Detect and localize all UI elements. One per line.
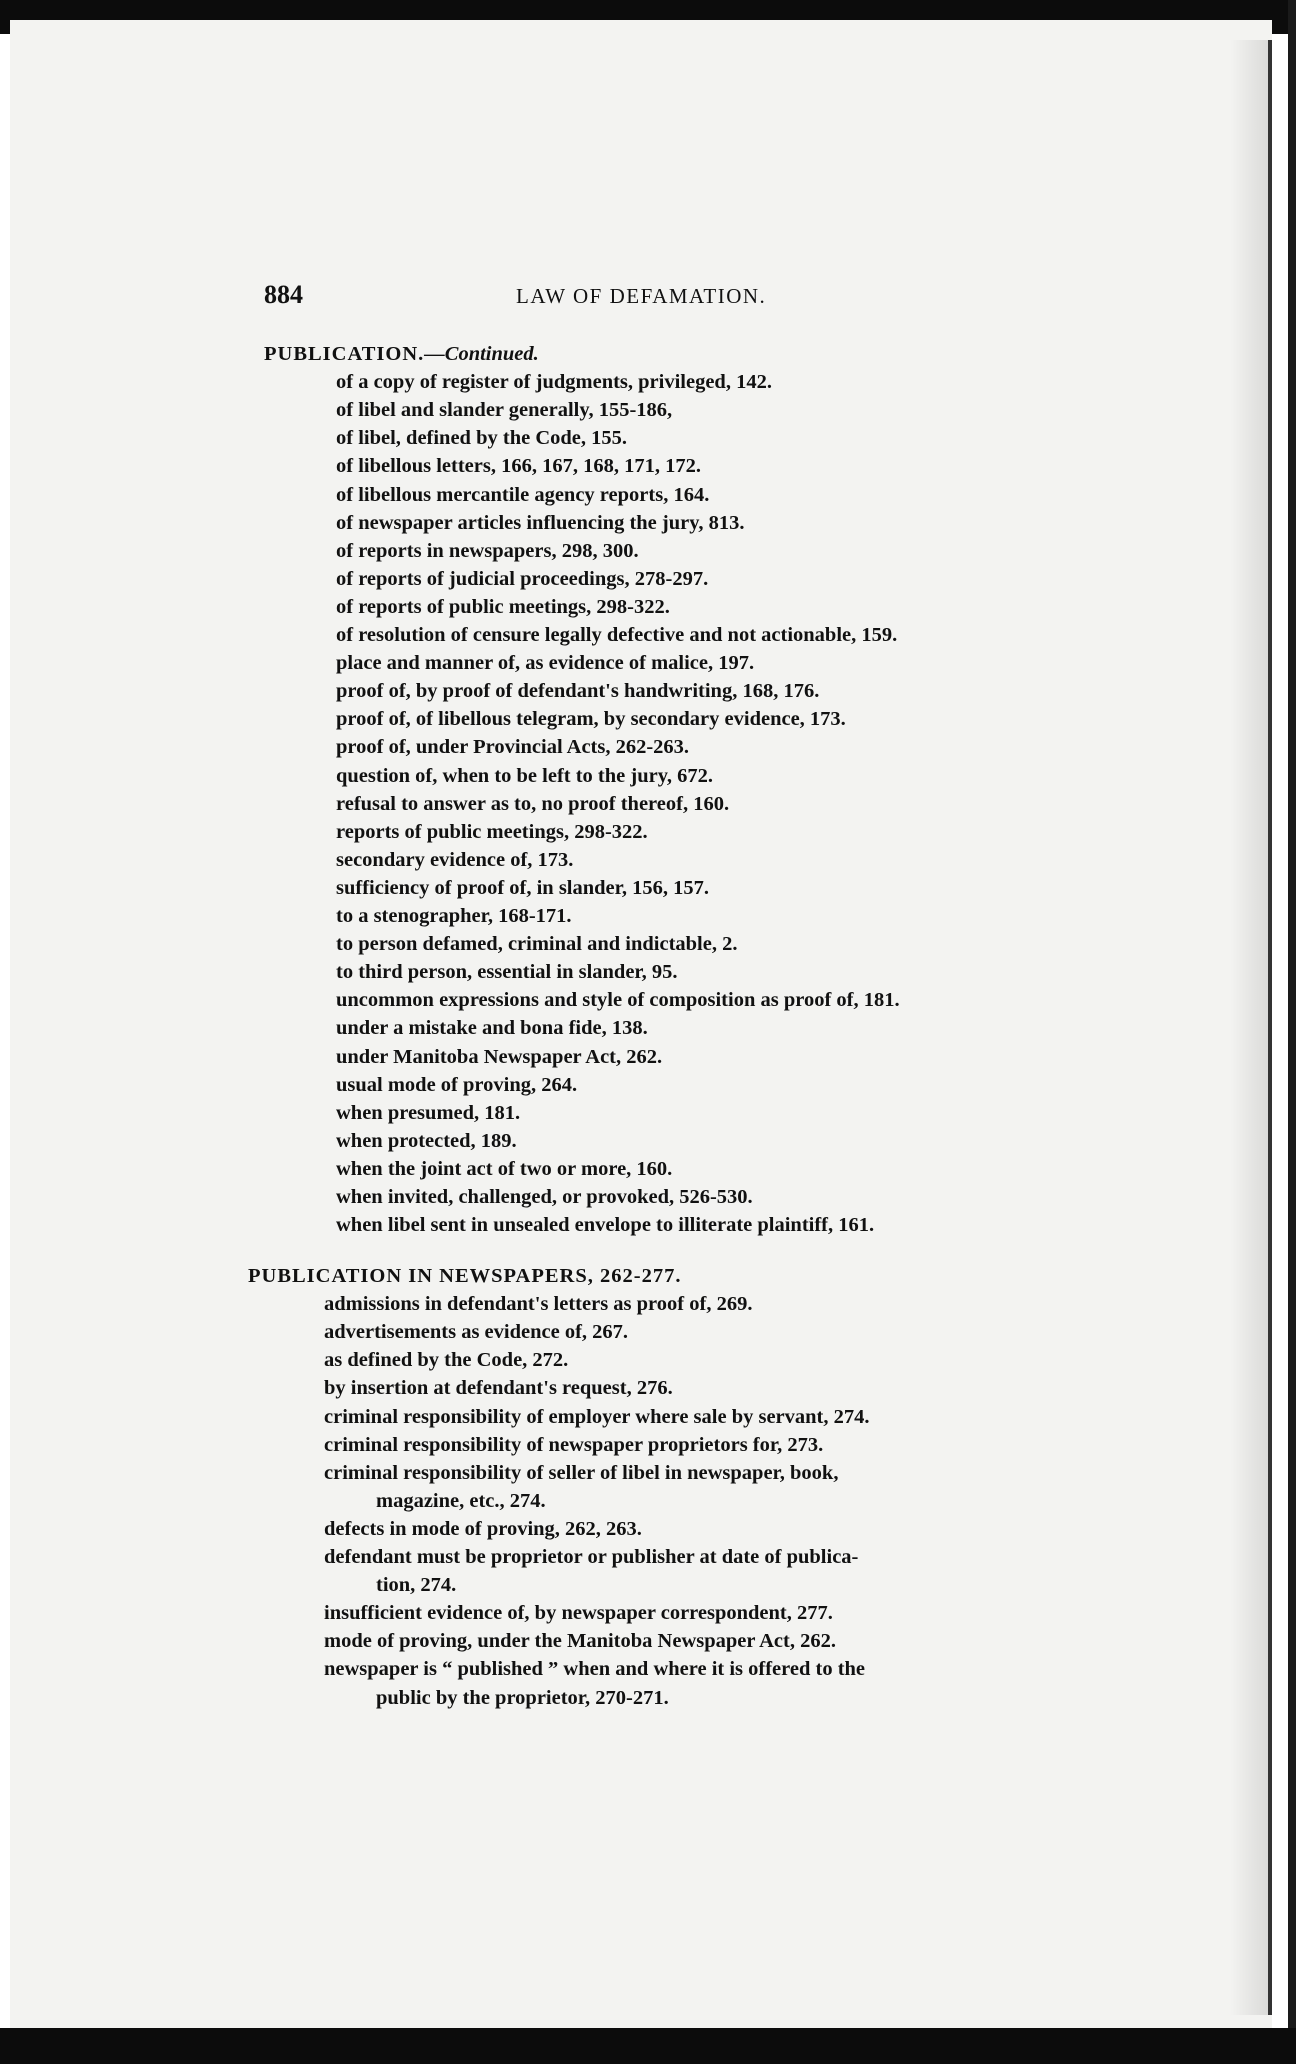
index-entry: secondary evidence of, 173. (336, 848, 574, 871)
running-head (264, 280, 1094, 320)
index-entry: criminal responsibility of employer where sale by servant, 274. (324, 1405, 870, 1428)
index-entry: of reports of public meetings, 298-322. (336, 595, 670, 618)
index-entry: reports of public meetings, 298-322. (336, 820, 648, 843)
section-heading-text: PUBLICATION. (264, 343, 425, 365)
index-entry: proof of, under Provincial Acts, 262-263. (336, 736, 690, 759)
index-entry: by insertion at defendant's request, 276. (324, 1377, 673, 1400)
section-heading-continued: —Continued. (424, 343, 539, 365)
index-entry: criminal responsibility of newspaper proprietors for, 273. (324, 1433, 824, 1456)
index-entry: to person defamed, criminal and indictable, 2. (336, 933, 738, 956)
index-entry: when protected, 189. (336, 1129, 517, 1152)
index-entry: of newspaper articles influencing the jury, 813. (336, 511, 745, 534)
index-entry: of libel, defined by the Code, 155. (336, 427, 627, 450)
index-entry: to a stenographer, 168-171. (336, 905, 572, 927)
index-entry: when presumed, 181. (336, 1101, 521, 1124)
index-entry: usual mode of proving, 264. (336, 1073, 578, 1096)
index-entry: of a copy of register of judgments, privileged, 142. (336, 371, 772, 394)
index-entry: defendant must be proprietor or publisher at date of publica- (324, 1546, 859, 1568)
index-entry: of libellous letters, 166, 167, 168, 171, 172. (336, 455, 701, 478)
index-entry: to third person, essential in slander, 95. (336, 961, 678, 984)
index-entry: of resolution of censure legally defective and not actionable, 159. (336, 624, 898, 646)
index-entry: newspaper is “ published ” when and where it is offered to the (324, 1658, 866, 1681)
index-entry: of libel and slander generally, 155-186, (336, 399, 673, 422)
index-entry: under a mistake and bona fide, 138. (336, 1017, 648, 1040)
page-edge (1268, 40, 1272, 2015)
index-entry: of libellous mercantile agency reports, 164. (336, 483, 710, 506)
index-entry: mode of proving, under the Manitoba Newspaper Act, 262. (324, 1630, 836, 1653)
index-entry-continuation: magazine, etc., 274. (376, 1489, 546, 1512)
index-entry: when invited, challenged, or provoked, 526-530. (336, 1186, 753, 1208)
index-entry: uncommon expressions and style of composition as proof of, 181. (336, 989, 900, 1012)
index-entry: when the joint act of two or more, 160. (336, 1157, 673, 1180)
index-entry: proof of, of libellous telegram, by secondary evidence, 173. (336, 708, 846, 731)
index-entry: criminal responsibility of seller of libel in newspaper, book, (324, 1461, 839, 1484)
index-entry: under Manitoba Newspaper Act, 262. (336, 1045, 663, 1068)
section-heading (264, 340, 539, 368)
index-entry-continuation: public by the proprietor, 270-271. (376, 1686, 669, 1709)
index-entry-continuation: tion, 274. (376, 1574, 457, 1597)
running-head-title: LAW OF DEFAMATION. (516, 284, 767, 308)
index-entry: proof of, by proof of defendant's handwriting, 168, 176. (336, 680, 820, 703)
index-entry: of reports in newspapers, 298, 300. (336, 539, 639, 562)
index-entry: refusal to answer as to, no proof thereof, 160. (336, 792, 730, 815)
index-entry: defects in mode of proving, 262, 263. (324, 1517, 642, 1540)
page-gutter-shadow (1230, 40, 1268, 2015)
index-entry: insufficient evidence of, by newspaper correspondent, 277. (324, 1602, 833, 1625)
scan-border-right (1288, 0, 1296, 2064)
index-entry: sufficiency of proof of, in slander, 156, 157. (336, 876, 709, 899)
index-entry: advertisements as evidence of, 267. (324, 1321, 629, 1344)
section-heading (248, 1262, 681, 1290)
section-heading-text: PUBLICATION IN NEWSPAPERS, 262-277. (248, 1265, 682, 1287)
index-entry: when libel sent in unsealed envelope to illiterate plaintiff, 161. (336, 1214, 875, 1237)
page-number: 884 (264, 280, 303, 309)
scan-border-bottom (0, 2028, 1296, 2064)
index-entry: question of, when to be left to the jury, 672. (336, 764, 713, 787)
index-entry: of reports of judicial proceedings, 278-297. (336, 567, 709, 590)
index-entry: as defined by the Code, 272. (324, 1349, 569, 1372)
index-entry: place and manner of, as evidence of malice, 197. (336, 652, 755, 675)
index-entry: admissions in defendant's letters as proof of, 269. (324, 1293, 753, 1316)
